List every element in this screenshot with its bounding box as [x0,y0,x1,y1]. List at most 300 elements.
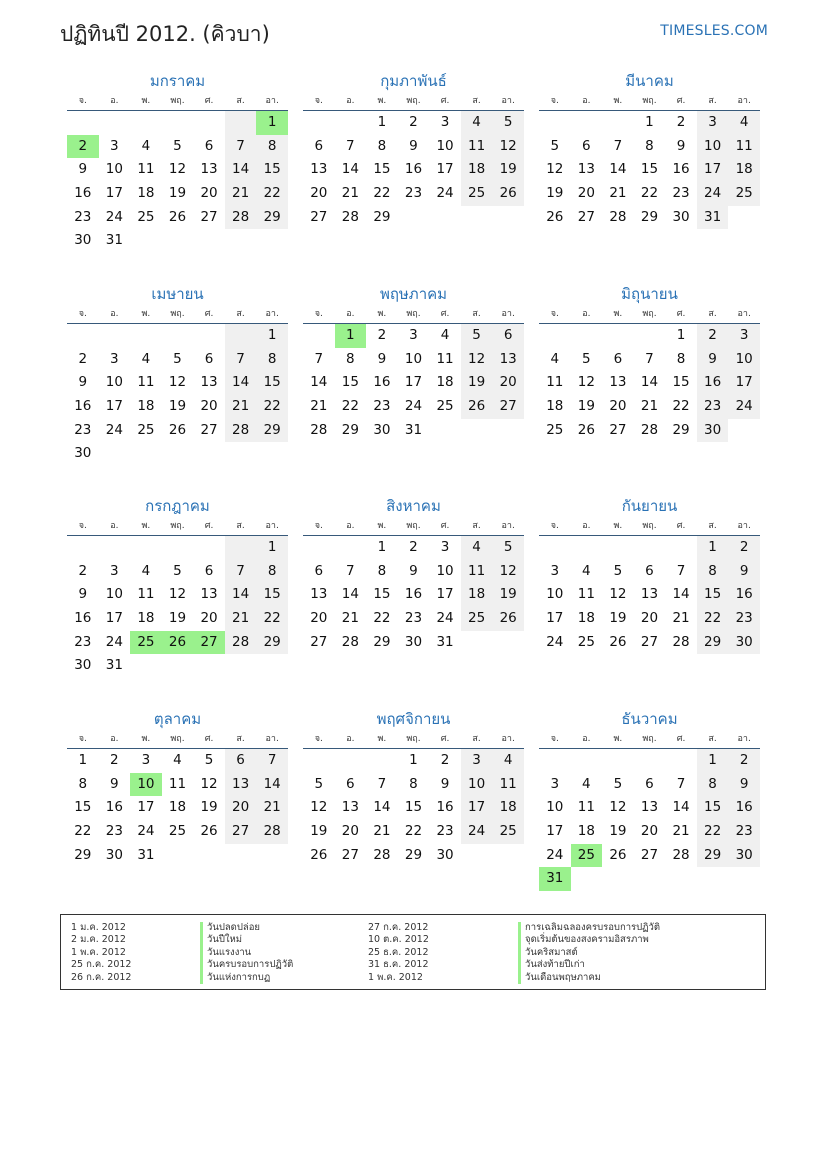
day-cell: 15 [672,374,690,391]
day-cell: 18 [137,610,155,627]
empty-cell [602,749,634,773]
weekday-label: อ. [346,521,355,531]
day-cell: 11 [137,161,155,178]
day-cell: 25 [137,208,155,225]
weekday-label: ส. [472,734,481,744]
day-cell: 9 [440,775,450,792]
day-cell: 13 [492,348,524,372]
empty-cell [602,324,634,348]
day-cell: 11 [577,799,595,816]
day-cell: 31 [137,846,155,863]
day-cell: 24 [105,208,123,225]
day-cell: 8 [256,348,288,372]
empty-cell [728,419,760,443]
weekday-label: พ. [141,734,151,744]
weekday-label: พ. [613,521,623,531]
weekday-label: ศ. [440,521,450,531]
day-cell: 17 [546,610,564,627]
weekday-label: ส. [236,96,245,106]
weekday-label: ส. [708,96,717,106]
day-cell: 15 [373,161,391,178]
weekday-label: พฤ. [170,734,185,744]
day-grid [303,749,524,867]
day-cell: 18 [436,374,454,391]
day-cell: 5 [613,775,623,792]
weekday-header [67,92,288,111]
empty-cell [225,442,257,466]
day-cell: 9 [110,775,119,792]
day-cell: 30 [404,633,423,650]
empty-cell [303,536,335,560]
day-grid [539,111,760,229]
empty-cell [225,654,257,678]
empty-cell [256,229,288,253]
day-cell: 17 [461,796,493,820]
empty-cell [492,844,524,868]
day-cell: 3 [440,114,450,130]
day-cell: 1 [645,114,654,130]
day-cell: 2 [697,324,729,348]
day-cell: 24 [404,398,423,415]
day-cell: 26 [577,421,595,438]
day-cell: 7 [613,137,623,154]
day-cell: 26 [168,208,187,225]
empty-cell [193,229,225,253]
day-cell: 9 [78,374,88,391]
day-cell: 14 [672,586,690,603]
day-cell: 11 [168,775,187,792]
day-cell: 4 [461,111,493,135]
day-cell: 6 [204,137,214,154]
day-cell: 10 [105,586,123,603]
day-cell: 21 [225,607,257,631]
day-cell: 21 [256,796,288,820]
weekday-label: พฤ. [406,309,421,319]
weekday-label: พ. [141,309,151,319]
day-cell: 25 [137,421,155,438]
day-cell: 4 [141,137,151,154]
day-cell: 30 [105,846,123,863]
day-cell: 16 [436,799,454,816]
day-cell: 10 [130,773,162,797]
day-cell: 10 [105,374,123,391]
empty-cell [398,206,430,230]
day-cell: 5 [173,137,182,154]
day-cell: 14 [225,583,257,607]
day-cell: 13 [310,161,328,178]
day-cell: 7 [377,775,387,792]
day-cell: 6 [225,749,257,773]
legend-holiday-name: วันแห่งการกบฏ [200,972,293,984]
month-block [303,70,524,229]
weekday-label: พ. [613,734,623,744]
day-cell: 25 [168,823,187,840]
month-name: มิถุนายน [621,285,678,303]
day-cell: 25 [461,182,493,206]
day-cell: 13 [200,161,218,178]
day-cell: 14 [640,374,659,391]
day-cell: 5 [492,536,524,560]
day-cell: 10 [546,799,564,816]
weekday-label: อ. [346,734,355,744]
weekday-label: ส. [236,734,245,744]
day-cell: 23 [404,185,423,202]
day-grid [539,749,760,891]
weekday-label: พฤ. [642,734,657,744]
day-cell: 19 [168,610,187,627]
day-cell: 27 [577,208,595,225]
weekday-label: อ. [110,309,119,319]
day-cell: 6 [645,562,654,579]
day-cell: 15 [256,371,288,395]
empty-cell [162,844,194,868]
day-cell: 3 [461,749,493,773]
day-cell: 23 [672,185,690,202]
day-cell: 9 [78,161,88,178]
day-cell: 19 [492,583,524,607]
day-cell: 23 [105,823,123,840]
day-cell: 3 [550,562,560,579]
day-cell: 4 [582,775,591,792]
empty-cell [539,536,571,560]
day-cell: 6 [346,775,355,792]
day-cell: 13 [609,374,627,391]
day-cell: 12 [546,161,564,178]
day-cell: 12 [168,586,187,603]
empty-cell [99,111,131,135]
weekday-label: จ. [550,734,559,744]
day-cell: 23 [74,208,92,225]
day-cell: 30 [74,445,92,462]
day-cell: 31 [539,867,571,891]
empty-cell [130,536,162,560]
day-cell: 15 [697,583,729,607]
day-cell: 29 [672,421,690,438]
empty-cell [193,442,225,466]
day-cell: 23 [404,610,423,627]
empty-cell [303,324,335,348]
empty-cell [461,206,493,230]
weekday-label: อ. [110,96,119,106]
month-name: กรกฎาคม [145,497,210,515]
day-cell: 18 [168,799,187,816]
weekday-label: ศ. [676,521,686,531]
legend-holiday-name: การเฉลิมฉลองครบรอบการปฏิวัติ [518,922,660,934]
day-cell: 6 [204,562,214,579]
day-cell: 16 [728,796,760,820]
day-cell: 28 [310,421,328,438]
day-cell: 13 [341,799,359,816]
day-cell: 29 [697,631,729,655]
day-cell: 16 [373,374,391,391]
day-cell: 15 [256,158,288,182]
day-cell: 17 [436,586,454,603]
day-cell: 12 [577,374,595,391]
day-cell: 2 [67,135,99,159]
empty-cell [162,111,194,135]
day-cell: 28 [225,419,257,443]
weekday-label: ศ. [204,521,214,531]
day-cell: 31 [105,657,123,674]
day-cell: 15 [697,796,729,820]
day-cell: 20 [640,823,659,840]
day-cell: 6 [613,350,623,367]
day-cell: 28 [640,421,659,438]
empty-cell [130,229,162,253]
day-grid [67,324,288,466]
day-cell: 29 [256,631,288,655]
empty-cell [99,324,131,348]
legend-holiday-name: วันส่งท้ายปีเก่า [518,959,660,971]
day-cell: 30 [74,657,92,674]
day-cell: 2 [728,749,760,773]
day-cell: 18 [577,610,595,627]
day-cell: 2 [78,562,88,579]
legend-holiday-name: วันคริสมาสต์ [518,947,660,959]
day-cell: 27 [200,208,218,225]
day-cell: 2 [728,536,760,560]
weekday-label: ส. [236,521,245,531]
day-cell: 20 [200,185,218,202]
day-cell: 3 [409,327,418,343]
month-block [67,708,288,867]
empty-cell [461,844,493,868]
day-cell: 6 [492,324,524,348]
legend-col2-dates [368,922,429,984]
empty-cell [256,442,288,466]
day-cell: 22 [373,185,391,202]
day-cell: 31 [697,206,729,230]
day-grid [303,536,524,654]
day-cell: 8 [697,773,729,797]
day-cell: 22 [697,607,729,631]
day-cell: 26 [162,631,194,655]
empty-cell [697,867,729,891]
day-cell: 27 [193,631,225,655]
day-grid [539,324,760,442]
day-cell: 14 [609,161,627,178]
day-cell: 22 [672,398,690,415]
day-cell: 1 [256,111,288,135]
day-cell: 3 [728,324,760,348]
legend-date: 1 พ.ค. 2012 [71,946,126,958]
holiday-legend [60,914,766,990]
day-cell: 3 [440,539,450,555]
weekday-label: พฤ. [406,96,421,106]
empty-cell [335,111,367,135]
weekday-label: พฤ. [170,309,185,319]
empty-cell [193,324,225,348]
legend-date: 1 ม.ค. 2012 [71,922,126,933]
weekday-label: พ. [141,521,151,531]
day-cell: 21 [640,398,659,415]
weekday-label: พ. [613,96,623,106]
day-cell: 1 [256,324,288,348]
day-cell: 5 [550,137,560,154]
weekday-label: อา. [501,96,515,106]
day-cell: 25 [492,820,524,844]
weekday-header [67,305,288,324]
day-cell: 17 [137,799,155,816]
empty-cell [193,844,225,868]
day-cell: 31 [404,421,423,438]
brand-link[interactable]: TIMESLES.COM [660,23,768,39]
weekday-label: อา. [737,734,751,744]
day-cell: 25 [130,631,162,655]
day-cell: 15 [341,374,359,391]
weekday-label: ศ. [204,734,214,744]
day-grid [67,749,288,867]
day-cell: 19 [200,799,218,816]
day-cell: 28 [373,846,391,863]
month-block [303,283,524,442]
day-cell: 30 [728,631,760,655]
day-cell: 5 [613,562,623,579]
empty-cell [539,324,571,348]
day-cell: 18 [492,796,524,820]
weekday-label: อา. [737,96,751,106]
day-cell: 14 [225,158,257,182]
weekday-label: พ. [377,521,387,531]
day-cell: 23 [436,823,454,840]
day-cell: 11 [137,374,155,391]
day-cell: 19 [168,185,187,202]
day-cell: 16 [728,583,760,607]
day-cell: 3 [110,562,119,579]
weekday-label: ส. [472,521,481,531]
day-cell: 11 [436,350,454,367]
empty-cell [67,324,99,348]
empty-cell [67,536,99,560]
weekday-label: พฤ. [642,309,657,319]
day-grid [539,536,760,654]
empty-cell [571,749,603,773]
weekday-label: อ. [582,96,591,106]
day-grid [67,111,288,253]
day-cell: 21 [672,823,690,840]
legend-holiday-name: จุดเริ่มต้นของสงครามอิสรภาพ [518,934,660,946]
day-cell: 23 [728,607,760,631]
day-cell: 27 [225,820,257,844]
day-cell: 6 [204,350,214,367]
day-cell: 13 [640,586,659,603]
day-cell: 28 [609,208,627,225]
day-cell: 1 [377,539,387,555]
day-cell: 26 [609,633,627,650]
weekday-label: อา. [265,96,279,106]
day-cell: 27 [310,633,328,650]
day-cell: 26 [461,395,493,419]
day-grid [303,324,524,442]
day-cell: 8 [78,775,88,792]
empty-cell [571,111,603,135]
day-cell: 5 [314,775,324,792]
day-cell: 17 [404,374,423,391]
day-cell: 24 [728,395,760,419]
weekday-label: จ. [78,96,87,106]
day-cell: 29 [697,844,729,868]
month-block [539,70,760,229]
day-cell: 14 [341,586,359,603]
day-cell: 25 [571,844,603,868]
day-cell: 19 [168,398,187,415]
day-cell: 8 [377,562,387,579]
day-cell: 14 [225,371,257,395]
day-cell: 7 [225,560,257,584]
day-cell: 5 [173,350,182,367]
empty-cell [130,442,162,466]
day-cell: 15 [373,586,391,603]
day-cell: 4 [582,562,591,579]
day-cell: 13 [310,586,328,603]
day-cell: 29 [640,208,659,225]
legend-date: 2 ม.ค. 2012 [71,934,126,946]
weekday-label: จ. [550,96,559,106]
day-cell: 10 [546,586,564,603]
day-cell: 27 [200,421,218,438]
weekday-label: พฤ. [406,521,421,531]
day-cell: 3 [110,137,119,154]
month-name: มีนาคม [625,72,674,90]
weekday-label: ศ. [204,96,214,106]
day-cell: 7 [256,749,288,773]
day-cell: 26 [310,846,328,863]
day-cell: 3 [697,111,729,135]
weekday-label: อา. [265,734,279,744]
month-name: ตุลาคม [153,710,202,728]
day-cell: 13 [200,586,218,603]
empty-cell [602,867,634,891]
day-cell: 12 [200,775,218,792]
empty-cell [665,867,697,891]
weekday-label: อา. [501,521,515,531]
legend-holiday-name: วันเดือนพฤษภาคม [518,972,660,984]
day-cell: 19 [577,398,595,415]
day-cell: 21 [341,610,359,627]
empty-cell [130,654,162,678]
day-cell: 13 [200,374,218,391]
month-block [67,70,288,253]
empty-cell [130,111,162,135]
empty-cell [193,536,225,560]
day-cell: 23 [728,820,760,844]
legend-holiday-name: วันครบรอบการปฏิวัติ [200,959,293,971]
weekday-label: พ. [613,309,623,319]
day-cell: 14 [672,799,690,816]
empty-cell [130,324,162,348]
empty-cell [225,536,257,560]
day-cell: 23 [74,421,92,438]
day-cell: 27 [341,846,359,863]
month-name: กุมภาพันธ์ [380,72,447,90]
day-cell: 12 [492,560,524,584]
day-cell: 2 [78,350,88,367]
month-block [303,708,524,867]
empty-cell [366,749,398,773]
day-cell: 6 [314,137,324,154]
weekday-label: อา. [501,309,515,319]
day-cell: 19 [310,823,328,840]
day-cell: 22 [341,398,359,415]
day-cell: 7 [346,137,355,154]
day-grid [303,111,524,229]
day-cell: 5 [582,350,591,367]
empty-cell [634,867,666,891]
day-cell: 25 [436,398,454,415]
day-cell: 20 [225,796,257,820]
day-cell: 6 [645,775,654,792]
day-cell: 12 [310,799,328,816]
